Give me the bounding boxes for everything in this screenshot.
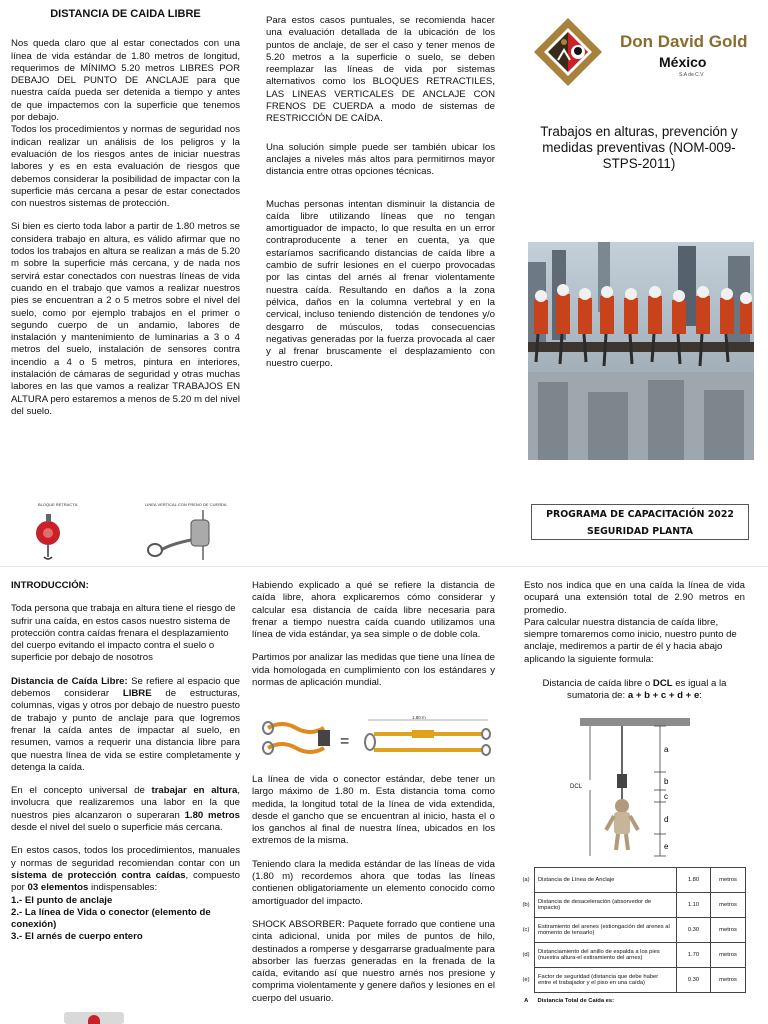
- panel-bottom-left: [11, 580, 240, 944]
- panel-top-left: [11, 8, 240, 429]
- company-country: México: [659, 54, 707, 70]
- dcl-total-row: [518, 993, 746, 1010]
- paragraph: Muchas personas intentan disminuir la distancia de caída libre utilizando líneas que no tengan amortiguador de impacto, lo que resulta en un error contraproducente a tener en cuenta, ya que estaríamos sacrificando distancias de caída libre a cambio de sufrir lesiones en el cuerpo provocadas por las cintas del arnés al frenar violentamente nuestra caída. Resultando en daños a la zona pélvica, daños en la columna vertebral y en la cervical, incluso teniendo distención de tendones y/o desgarro de músculos, todas consecuencias negativas generadas por la fuerza provocada al caer y al frenar bruscamente el desplazamiento con nuestro cuerpo.: [266, 198, 495, 370]
- row-label: (a): [522, 877, 530, 883]
- harness-image-partial: [64, 1012, 124, 1024]
- text-run: , involucra que realizaremos una labor en la que nuestros pies alcanzaron o superaran: [11, 785, 241, 821]
- letter-e: e: [664, 842, 669, 851]
- lanyard-diagram: [262, 714, 494, 770]
- paragraph: Partimos por analizar las medidas que tiene una línea de vida homologada en cumplimiento con los estándares y normas de aplicación mundial.: [252, 652, 495, 689]
- text-run: En estos casos, todos los procedimientos, manuales y normas de seguridad recomiendan contar con un: [11, 845, 240, 869]
- program-subtitle: SEGURIDAD PLANTA: [586, 526, 694, 537]
- letter-c: c: [664, 792, 668, 801]
- equals-sign: =: [340, 733, 350, 750]
- paragraph: Para calcular nuestra distancia de caída libre, siempre tomaremos como inicio, nuestro punto de anclaje, mediremos a partir de él y hacia abajo aplicando la siguiente formula:: [524, 616, 737, 665]
- text-run: desde el nivel del suelo o superficie más cercana.: [11, 822, 223, 834]
- paragraph: Habiendo explicado a qué se refiere la distancia de caída libre, ahora explicaremos cómo considerar y calcular esa distancia de caída libre necesaria para frenar a tiempo nuestra caída cuando utilizamos una línea de vida estándar, ya sea simple o de doble cola.: [252, 580, 495, 641]
- caption-bloque-retractil: BLOQUE RETRACTIL: [38, 502, 79, 507]
- training-program-box: [531, 504, 749, 540]
- text-run: , compuesto por: [11, 869, 240, 894]
- worker-figure-icon: [606, 799, 638, 850]
- row-value: 0.30: [677, 968, 711, 993]
- paragraph: Teniendo clara la medida estándar de las líneas de vida (1.80 m) recordemos ahora que todas las líneas contienen obligatoriamente un elemento conocido como amortiguador del impacto.: [252, 858, 495, 907]
- text-run: indispensables:: [88, 882, 158, 894]
- section-title-distancia: DISTANCIA DE CAIDA LIBRE: [50, 8, 201, 20]
- company-logo-icon: [532, 16, 612, 86]
- list-item-anclaje: 1.- El punto de anclaje: [11, 894, 113, 906]
- total-description: Distancia Total de Caída es:: [537, 998, 615, 1004]
- section-title-introduccion: INTRODUCCIÓN:: [11, 580, 89, 591]
- list-item-arnes: 3.- El arnés de cuerpo entero: [11, 931, 143, 943]
- text-run: es igual a la sumatoria de:: [567, 678, 727, 702]
- dcl-calculation-table: [518, 867, 746, 1009]
- paragraph: Una solución simple puede ser también ubicar los anclajes a niveles más altos para permitirnos mayor distancia entre otras opciones técnicas.: [266, 141, 495, 178]
- lanyard-extended-icon: [365, 715, 490, 755]
- row-value: 0.30: [677, 918, 711, 943]
- row-value: 1.10: [677, 893, 711, 918]
- company-suffix: S.A de C.V: [679, 72, 704, 78]
- row-value: 1.80: [677, 868, 711, 893]
- caption-linea-vertical: LINEA VERTICAL CON FRENO DE CUERDA: [145, 502, 227, 507]
- lanyard-coiled-icon: [263, 722, 330, 754]
- row-label: (c): [522, 927, 530, 933]
- term-dcl: DCL: [652, 678, 673, 690]
- text-run: En el concepto universal de: [11, 785, 152, 797]
- retractable-block-image: [34, 509, 74, 561]
- row-unit: metros: [711, 868, 746, 893]
- row-unit: metros: [711, 968, 746, 993]
- term-sistema-proteccion: sistema de protección contra caídas: [11, 869, 186, 881]
- row-value: 1.70: [677, 943, 711, 968]
- term-distancia-caida-libre: Distancia de Caída Libre:: [11, 675, 128, 687]
- list-item-linea-vida: 2.- La línea de Vida o conector (elemento de conexión): [11, 906, 211, 931]
- dcl-table-row: [518, 943, 746, 968]
- row-label: (b): [522, 902, 530, 908]
- workers-photo: [528, 242, 754, 460]
- program-title: PROGRAMA DE CAPACITACIÓN 2022: [546, 509, 734, 520]
- vertical-line-rope-grab-image: [143, 510, 223, 560]
- term-libre: LIBRE: [122, 688, 152, 700]
- dcl-table-row: [518, 918, 746, 943]
- dcl-table-row: [518, 968, 746, 993]
- fold-separator: [0, 566, 768, 567]
- panel-bottom-right: [524, 580, 745, 703]
- paragraph-trabajar-altura: [11, 785, 240, 834]
- letter-d: d: [664, 815, 669, 824]
- text-run: Se refiere al espacio que debemos considerar: [11, 675, 241, 700]
- total-label: A: [524, 997, 529, 1004]
- lanyard-measure-label: 1.80 m: [412, 715, 426, 720]
- row-unit: metros: [711, 943, 746, 968]
- formula-text: [524, 678, 745, 703]
- letter-b: b: [664, 777, 669, 786]
- panel-bottom-middle-lower: [252, 774, 495, 1016]
- text-run: Distancia de caída libre o: [542, 678, 653, 690]
- paragraph: Para estos casos puntuales, se recomienda hacer una evaluación detallada de la ubicación de los puntos de anclaje, de ser el caso y tener menos de 5.20 metros a la superficie o suelo, se deben reemplazar las líneas de vida por sistemas alternativos como los BLOQUES RETRACTILES, LAS LINEAS VERTICALES DE ANCLAJE CON FRENOS DE CUERDA a modo de sistemas de RESTRICCIÓN DE CAÍDA.: [266, 15, 495, 125]
- dcl-label: DCL: [570, 784, 583, 790]
- company-name: Don David Gold: [620, 32, 748, 51]
- dcl-diagram: [560, 716, 710, 860]
- row-label: (e): [522, 977, 530, 983]
- term-trabajar-altura: trabajar en altura: [151, 785, 238, 797]
- paragraph: Toda persona que trabaja en altura tiene el riesgo de sufrir una caída, en estos casos nuestro sistema de protección contra caídas frenara el desplazamiento del cuerpo evitando el impacto contra el suelo o superficie por debajo de nosotros: [11, 603, 236, 664]
- text-run: :: [699, 690, 702, 702]
- text-run: de estructuras, columnas, vigas y otros por debajo de nuestro puesto de trabajo y punto de anclaje para que logremos frenar la caída antes de impactar al suelo, en resumen, vamos a requerir una distancia libre para que nuestra línea de vida se estire completamente y detenga la caída.: [11, 688, 240, 773]
- row-description: Estiramiento del arenes (estiongación del arenes al momento de tensarlo): [535, 918, 677, 943]
- brochure-title: Trabajos en alturas, prevención y medidas preventivas (NOM-009-STPS-2011): [540, 124, 738, 171]
- harness-red-mark: [88, 1015, 100, 1024]
- formula-sum: a + b + c + d + e: [627, 690, 700, 702]
- paragraph: Nos queda claro que al estar conectados con una línea de vida estándar de 1.80 metros de longitud, requerimos de MÍNIMO 5.20 metros LIBRES POR DEBAJO DEL PUNTO DE ANCLAJE para que nuestra caída pueda ser detenida a tiempo y antes de que impactemos con la superficie que tenemos por debajo.: [11, 38, 240, 124]
- paragraph: La línea de vida o conector estándar, debe tener un largo máximo de 1.80 m. Esta distancia toma como medida, la longitud total de la línea de vida extendida, desde el gancho que se encuentran al inicio, hasta el o los ganchos al final de nuestra línea, ubicados en los extremos de la misma.: [252, 774, 495, 847]
- term-03-elementos: 03 elementos: [27, 882, 89, 894]
- paragraph-sistema-proteccion: [11, 845, 240, 894]
- panel-bottom-middle: [252, 580, 495, 700]
- row-description: Distanciamiento del anillo de espalda a los pies (nuestra altura-el estiramiento del arnes): [535, 943, 677, 968]
- paragraph: Si bien es cierto toda labor a partir de 1.80 metros se considera trabajo en altura, es válido afirmar que no todos los trabajos en altura se realizan a más de 5.20 m sobre la superficie más cercana, y de nada nos servirá estar conectados con nuestras líneas de vida cuando en el trabajo que vamos a realizar nuestros pies se encuentran a 2 o 5 metros sobre el nivel del suelo, como por ejemplo trabajos en el primer o segundo cuerpo de un andamio, labores de instalación y mantenimiento de luminarias a 3 o 4 metros del suelo, instalación de sensores contra incendio a 4 o 5 metros, pintura en interiores, instalación de cámaras de seguridad y otras muchas labores en las que vamos a realizar TRABAJOS EN ALTURA pero estaremos a menos de 5.20 m del nivel del suelo.: [11, 221, 240, 417]
- paragraph-distancia-caida-libre: [11, 676, 240, 774]
- paragraph: Esto nos indica que en una caída la línea de vida ocupará una extensión total de 2.90 metros en promedio.: [524, 580, 745, 616]
- row-description: Factor de seguridad (distancia que debe haber entre el trabajador y el piso en una caída): [535, 968, 677, 993]
- panel-top-middle: [266, 15, 495, 382]
- paragraph-shock-absorber: SHOCK ABSORBER: Paquete forrado que contiene una cinta adicional, unida por miles de puntos de hilo, destinados a romperse y desgarrarse gradualmente para absorber las fuerzas generadas en la frenada de la caída, evitando así que nuestro arnés nos presione y comprima violentamente y genere daños y lesiones en el cuerpo del usuario.: [252, 918, 495, 1004]
- paragraph: Todos los procedimientos y normas de seguridad nos indican realizar un análisis de los peligros y la evaluación de los riesgos antes de iniciar nuestras labores y es en esta evaluación de riesgos que debemos considerar la posibilidad de impactar con la superficie más cercana a pesar de estar conectados con nuestros sistemas de protección.: [11, 124, 240, 210]
- letter-a: a: [664, 745, 669, 754]
- row-unit: metros: [711, 918, 746, 943]
- term-1-80-metros: 1.80 metros: [184, 809, 240, 821]
- dcl-table-row: [518, 868, 746, 893]
- row-description: Distancia de Línea de Anclaje: [535, 868, 677, 893]
- row-unit: metros: [711, 893, 746, 918]
- row-description: Distancia de desaceleración (absorvedor de impacto): [535, 893, 677, 918]
- row-label: (d): [522, 952, 530, 958]
- dcl-table-row: [518, 893, 746, 918]
